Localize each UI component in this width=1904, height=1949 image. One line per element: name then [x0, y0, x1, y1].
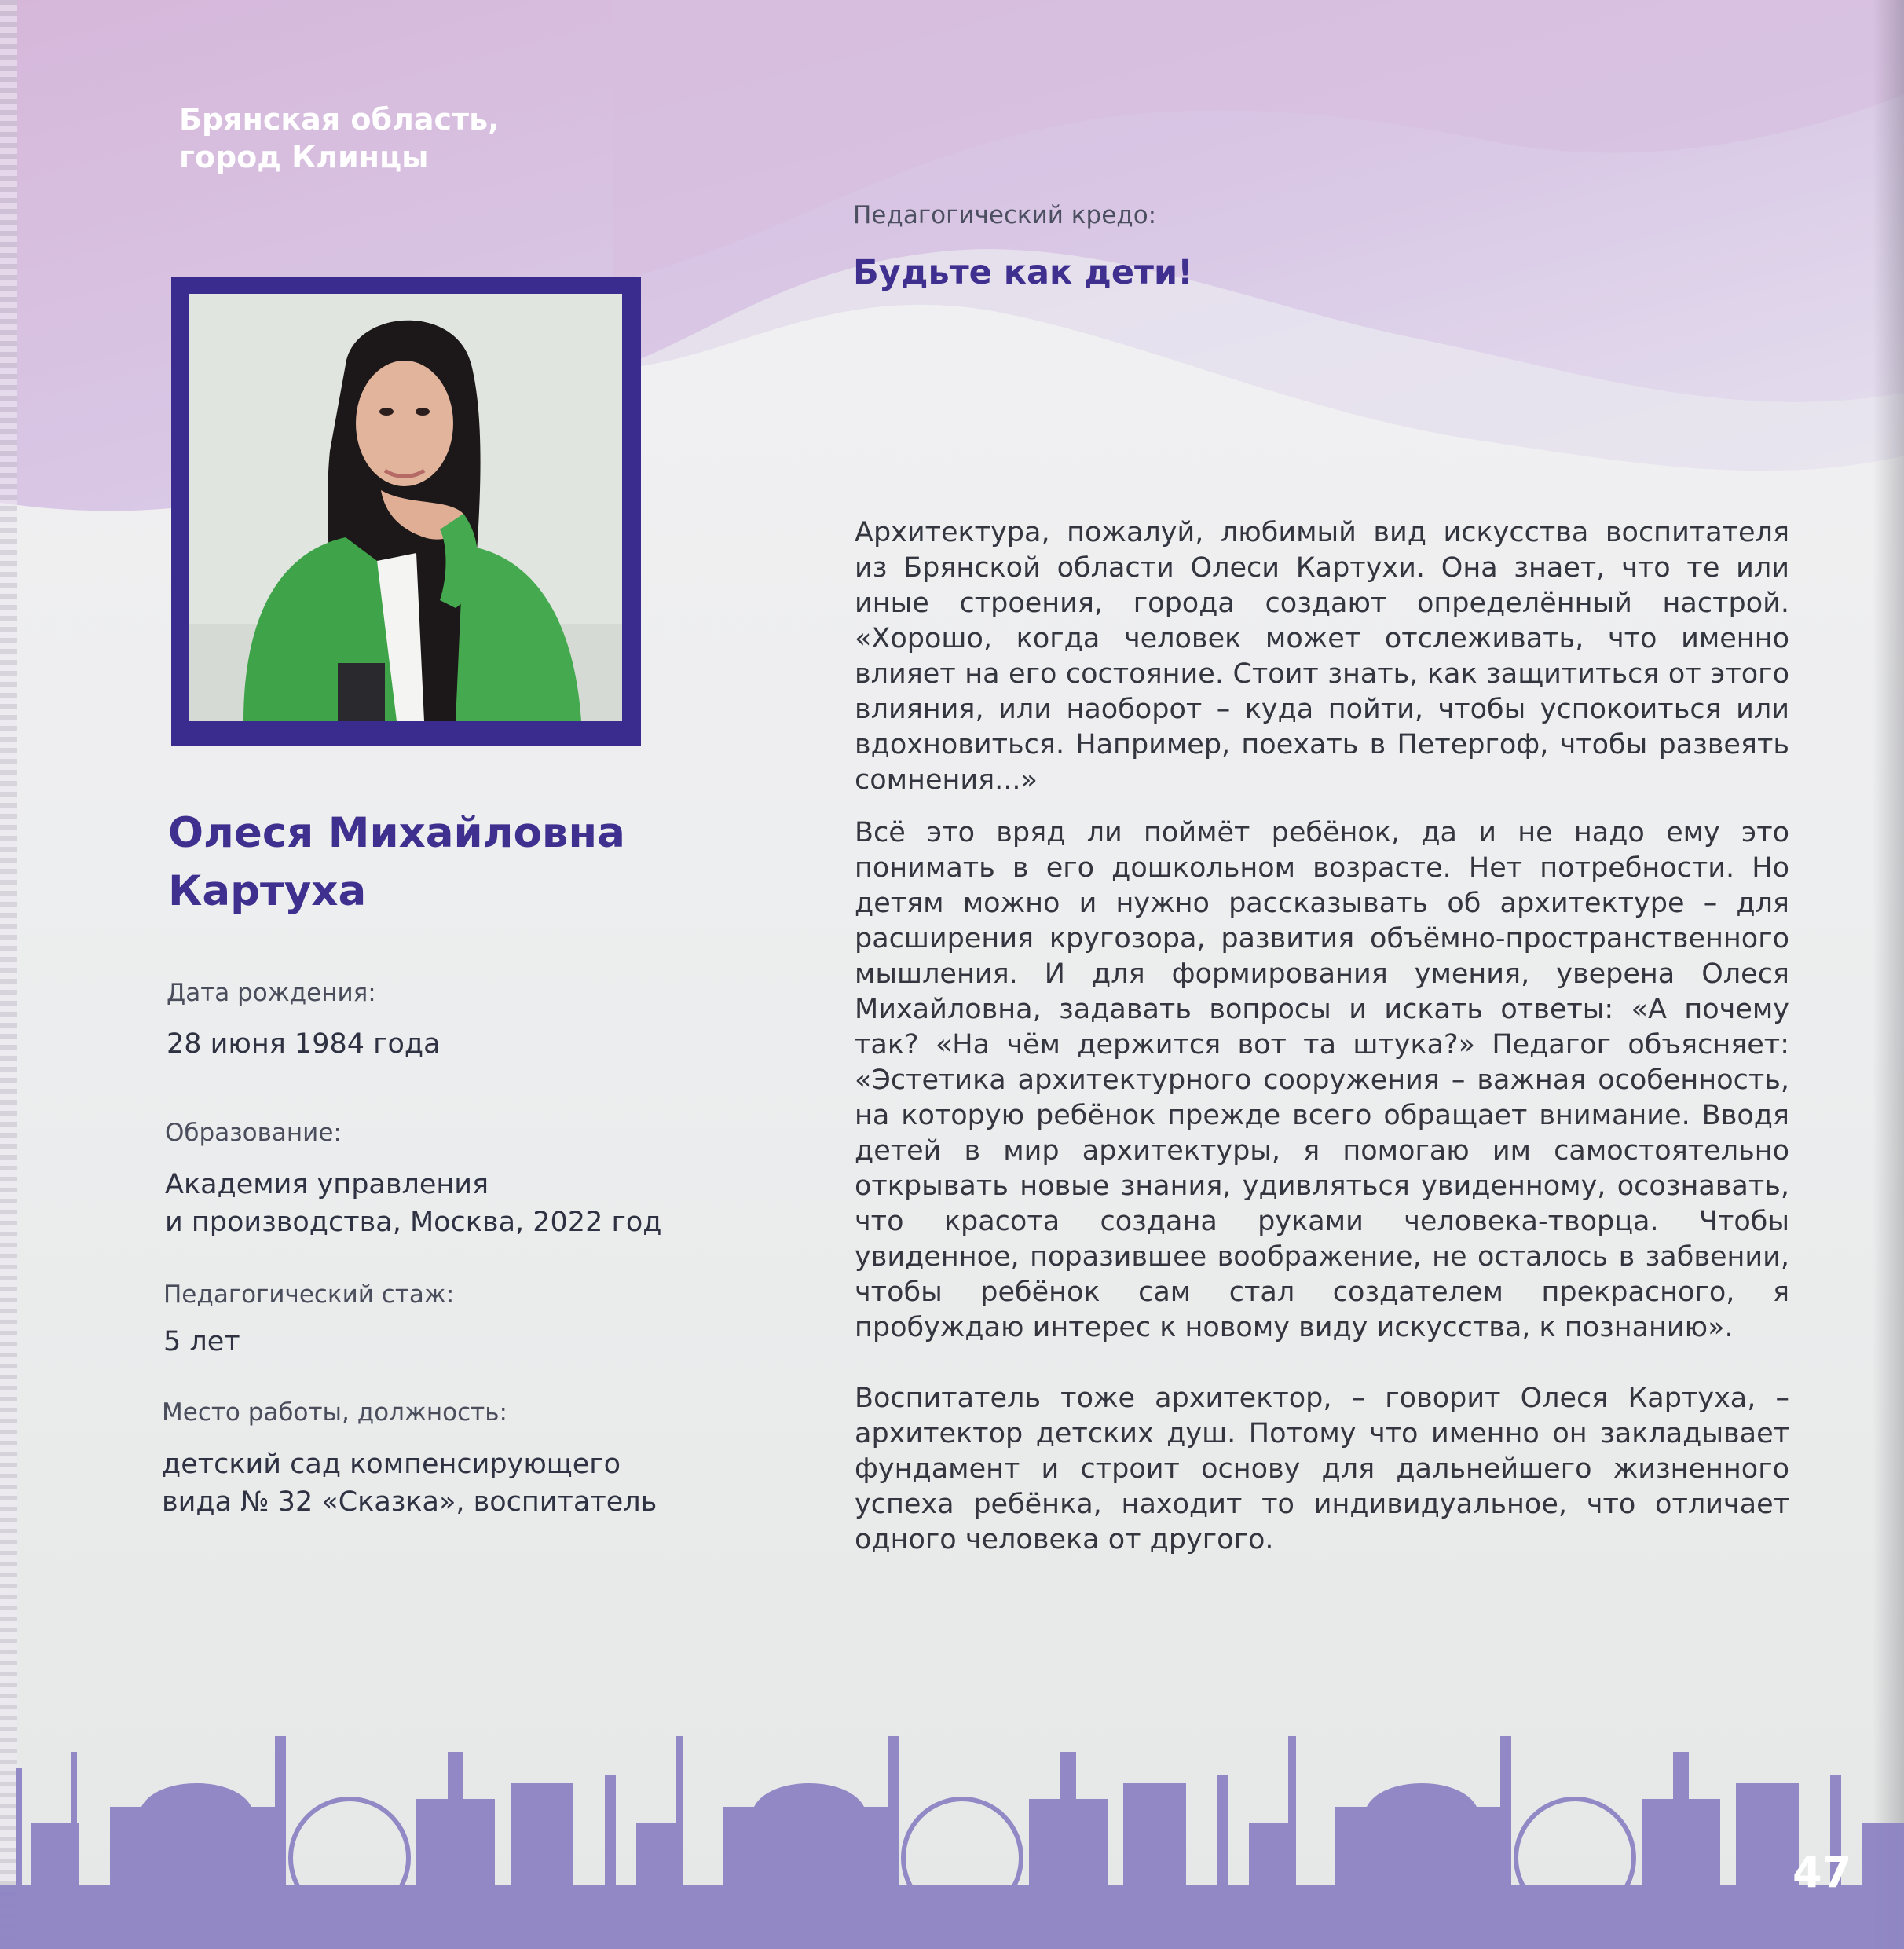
- name-line-2: Картуха: [168, 867, 367, 915]
- article-paragraph-1: Архитектура, пожалуй, любимый вид искусства воспитателя из Брянской области Олеси Картухи. Она знает, что те или иные строения, города создают определённый настрой. «Хорошо, когда человек может отслеживать, что именно влияет на его состояние. Стоит знать, как защититься от этого влияния, или наоборот – куда пойти, чтобы успокоиться или вдохновиться. Например, поехать в Петергоф, чтобы развеять сомнения...»: [855, 517, 1789, 796]
- education-line-2: и производства, Москва, 2022 год: [165, 1207, 662, 1238]
- city-skyline-illustration: [0, 1689, 1904, 1949]
- page-number: 47: [1792, 1848, 1852, 1897]
- article-paragraph-3: Воспитатель тоже архитектор, – говорит Олеся Картуха, – архитектор детских душ. Потому что именно он закладывает фундамент и строит основу для дальнейшего жизненного успеха ребёнка, находит то индивидуальное, что отличает одного человека от другого.: [855, 1383, 1789, 1555]
- education-value: [165, 1166, 762, 1241]
- credo-motto: Будьте как дети!: [853, 253, 1193, 292]
- portrait-photo: [189, 294, 622, 721]
- experience-value: 5 лет: [163, 1326, 240, 1357]
- portrait-frame: [171, 277, 641, 746]
- experience-label: Педагогический стаж:: [163, 1280, 455, 1309]
- workplace-line-1: детский сад компенсирующего: [162, 1449, 621, 1480]
- credo-label: Педагогический кредо:: [853, 201, 1157, 229]
- region-caption: [179, 101, 500, 176]
- page-edge-shadow: [1873, 0, 1904, 1949]
- education-label: Образование:: [165, 1119, 342, 1147]
- birth-date-label: Дата рождения:: [167, 979, 376, 1007]
- workplace-label: Место работы, должность:: [162, 1398, 507, 1427]
- person-name: [168, 804, 749, 921]
- region-line-2: город Клинцы: [179, 140, 429, 174]
- name-line-1: Олеся Михайловна: [168, 809, 625, 857]
- birth-date-value: 28 июня 1984 года: [167, 1028, 441, 1060]
- education-line-1: Академия управления: [165, 1169, 489, 1200]
- region-line-1: Брянская область,: [179, 102, 500, 137]
- page-binding: [0, 0, 17, 1949]
- portrait-illustration: [189, 294, 622, 721]
- workplace-line-2: вида № 32 «Сказка», воспитатель: [162, 1486, 657, 1518]
- workplace-value: [162, 1445, 759, 1521]
- article-paragraph-2: Всё это вряд ли поймёт ребёнок, да и не надо ему это понимать в его дошкольном возрасте. Нет потребности. Но детям можно и нужно рассказывать об архитектуре – для расширения кругозора, развития объёмно-пространственного мышления. И для формирования умения, уверена Олеся Михайловна, задавать вопросы и искать ответы: «А почему так? «На чём держится вот та штука?» Педагог объясняет: «Эстетика архитектурного сооружения – важная особенность, на которую ребёнок прежде всего обращает внимание. Вводя детей в мир архитектуры, я помогаю им самостоятельно открывать новые знания, удивляться увиденному, осознавать, что красота создана руками человека-творца. Чтобы увиденное, поразившее воображение, не осталось в забвении, чтобы ребёнок сам стал создателем прекрасного, я пробуждаю интерес к новому виду искусства, к познанию».: [855, 817, 1789, 1343]
